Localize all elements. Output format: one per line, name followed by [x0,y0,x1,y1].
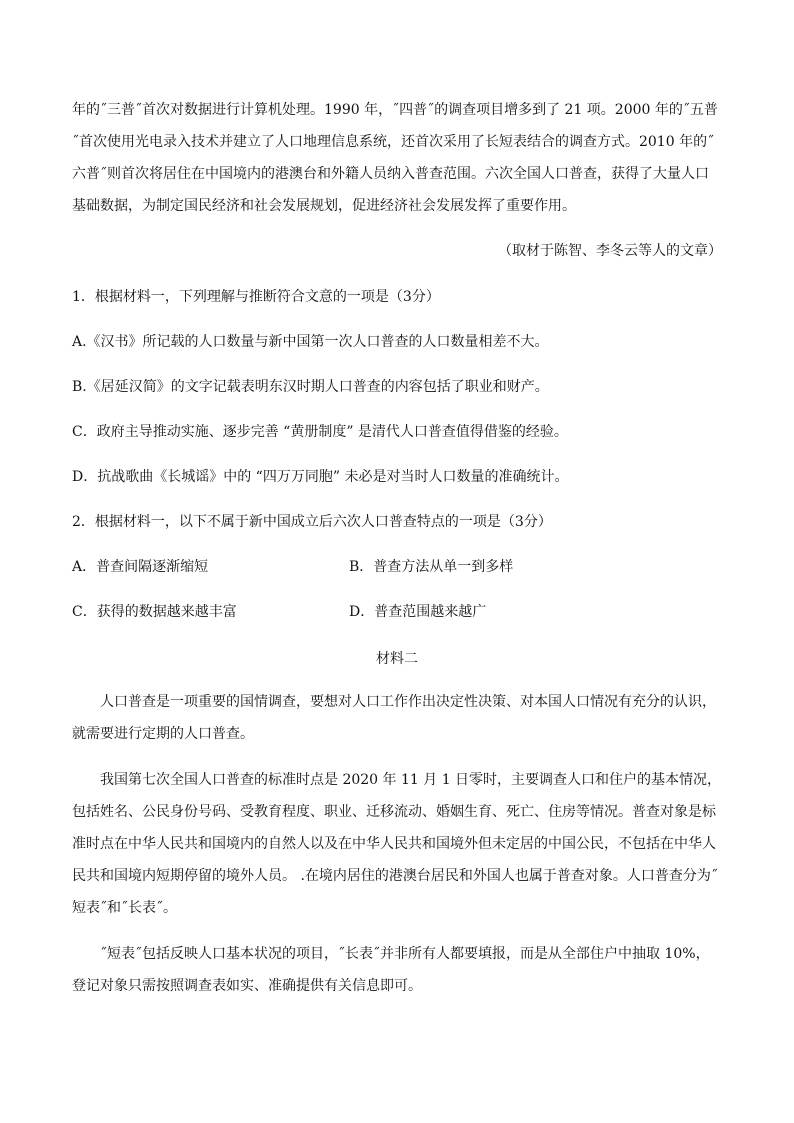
material2-paragraph-1: 人口普查是一项重要的国情调查，要想对人口工作作出决定性决策、对本国人口情况有充分的认识，就需要进行定期的人口普查。 [72,694,716,742]
question-1-stem: 1．根据材料一，下列理解与推断符合文意的一项是（3分） [72,289,440,305]
question-2-option-d: D．普查范围越来越广 [349,604,487,620]
material2-heading: 材料二 [376,651,418,667]
source-citation: （取材于陈智、李冬云等人的文章） [498,243,722,259]
question-2-option-c: C．获得的数据越来越丰富 [72,604,237,620]
question-1-option-c: C．政府主导推动实施、逐步完善 “黄册制度” 是清代人口普查值得借鉴的经验。 [72,424,568,440]
question-1-option-d: D．抗战歌曲《长城谣》中的 “四万万同胞” 未必是对当时人口数量的准确统计。 [72,469,569,485]
material2-paragraph-2: 我国第七次全国人口普查的标准时点是 2020 年 11 月 1 日零时，主要调查人口和住户的基本情况，包括姓名、公民身份号码、受教育程度、职业、迁移流动、婚姻生育、死亡、住房等情况。普查对象是标准时点在中华人民共和国境内的自然人以及在中华人民共和国境外但未定居的中国公民，不包括在中华人民共和国境内短期停留的境外人员。 .在境内居住的港澳台居民和外国人也属于普查对象。人口普查分为˝短表˝和˝长表˝。 [72,772,722,916]
question-2-option-a: A．普查间隔逐渐缩短 [72,559,209,575]
question-1-option-a: A.《汉书》所记载的人口数量与新中国第一次人口普查的人口数量相差不大。 [72,334,549,350]
question-1-option-b: B.《居延汉简》的文字记载表明东汉时期人口普查的内容包括了职业和财产。 [72,379,549,395]
material1-closing-paragraph: 年的˝三普˝首次对数据进行计算机处理。1990 年，˝四普˝的调查项目增多到了 21 项。2000 年的˝五普˝首次使用光电录入技术并建立了人口地理信息系统，还首次采用了长短表结合的调查方式。2010 年的˝六普˝则首次将居住在中国境内的港澳台和外籍人员纳入普查范围。六次全国人口普查，获得了大量人口基础数据，为制定国民经济和社会发展规划，促进经济社会发展发挥了重要作用。 [72,102,718,214]
question-2-option-b: B．普查方法从单一到多样 [349,559,514,575]
material2-paragraph-3: ˝短表˝包括反映人口基本状况的项目，˝长表˝并非所有人都要填报，而是从全部住户中抽取 10%，登记对象只需按照调查表如实、准确提供有关信息即可。 [72,946,710,994]
question-2-stem: 2．根据材料一，以下不属于新中国成立后六次人口普查特点的一项是（3分） [72,514,552,530]
